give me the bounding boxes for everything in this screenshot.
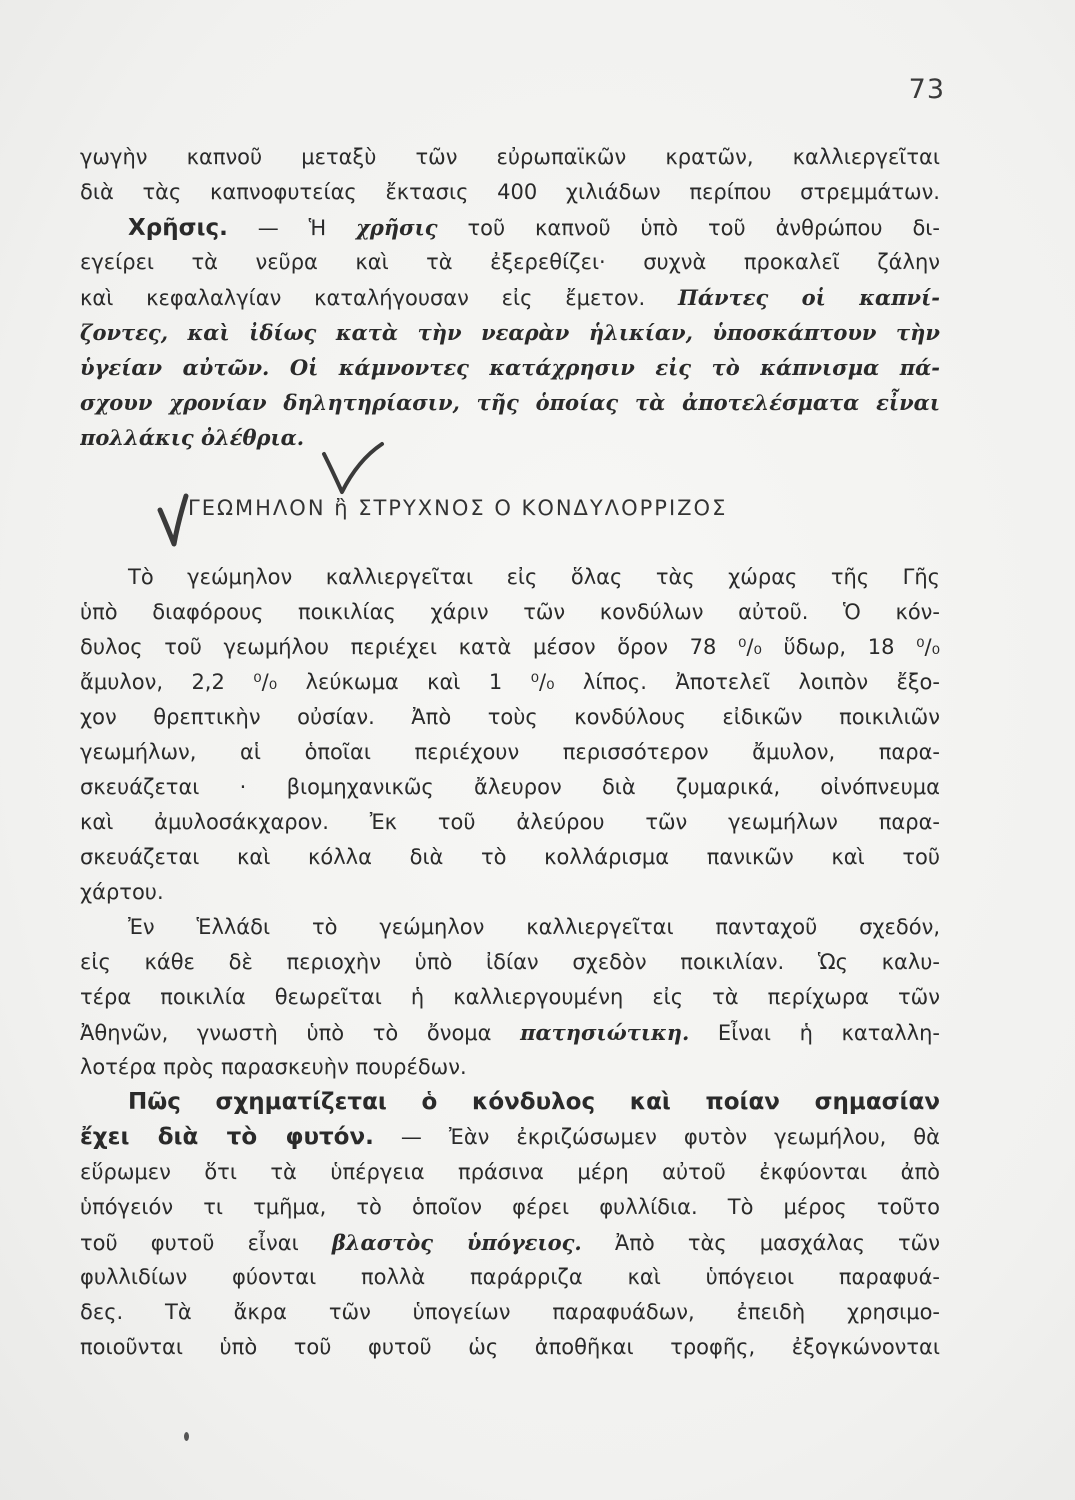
emphasis-line: σχουν χρονίαν δηλητηρίασιν, τῆς ὁποίας τὰ ἀποτελέσματα εἶναι [80, 390, 940, 415]
text-line [80, 1015, 940, 1050]
text-line: χον θρεπτικὴν οὐσίαν. Ἀπὸ τοὺς κονδύλους εἰδικῶν ποικιλιῶν [80, 705, 940, 729]
emphasis-line: ὑγείαν αὐτῶν. Οἱ κάμνοντες κατάχρησιν εἰς τὸ κάπνισμα πά- [80, 355, 940, 380]
page-number: 73 [908, 74, 945, 105]
text-span: Ἀπὸ τὰς μασχάλας τῶν [581, 1231, 940, 1255]
ink-speck [184, 1432, 189, 1441]
text-line: ἄμυλον, 2,2 ⁰/₀ λεύκωμα καὶ 1 ⁰/₀ λίπος. Ἀποτελεῖ λοιπὸν ἔξο- [80, 670, 940, 694]
text-line: γωγὴν καπνοῦ μεταξὺ τῶν εὐρωπαϊκῶν κρατῶν, καλλιεργεῖται [80, 145, 940, 169]
question-heading-span: ἔχει διὰ τὸ φυτόν. [80, 1124, 374, 1150]
emphasis-line: πολλάκις ὀλέθρια. [80, 425, 305, 450]
text-span: — Ἡ [227, 216, 357, 240]
emphasis-span: βλαστὸς ὑπόγειος. [331, 1230, 582, 1255]
emphasis-span: χρῆσις [356, 215, 438, 240]
text-line [80, 210, 940, 245]
text-line: ὑπόγειόν τι τμῆμα, τὸ ὁποῖον φέρει φυλλίδια. Τὸ μέρος τοῦτο [80, 1195, 940, 1219]
potato-section [80, 560, 940, 1365]
text-span: Εἶναι ἡ καταλλη- [689, 1021, 940, 1045]
tobacco-section [80, 140, 940, 455]
text-line: Ἐν Ἑλλάδι τὸ γεώμηλον καλλιεργεῖται πανταχοῦ σχεδόν, [128, 915, 940, 939]
text-line: χάρτου. [80, 880, 164, 904]
text-span: — Ἐὰν ἐκριζώσωμεν φυτὸν γεωμήλου, θὰ [373, 1125, 940, 1149]
text-line: καὶ ἀμυλοσάκχαρον. Ἐκ τοῦ ἀλεύρου τῶν γεωμήλων παρα- [80, 810, 940, 834]
text-line: εὕρωμεν ὅτι τὰ ὑπέργεια πράσινα μέρη αὐτοῦ ἐκφύονται ἀπὸ [80, 1160, 940, 1184]
usage-heading: Χρῆσις. [128, 215, 228, 241]
text-span: τοῦ φυτοῦ εἶναι [80, 1231, 332, 1255]
text-line: σκευάζεται καὶ κόλλα διὰ τὸ κολλάρισμα πανικῶν καὶ τοῦ [80, 845, 940, 869]
text-line: τέρα ποικιλία θεωρεῖται ἡ καλλιεργουμένη εἰς τὰ περίχωρα τῶν [80, 985, 940, 1009]
text-span: τοῦ καπνοῦ ὑπὸ τοῦ ἀνθρώπου δι- [437, 216, 940, 240]
handwritten-check-icon [318, 440, 388, 500]
text-line: φυλλιδίων φύονται πολλὰ παράρριζα καὶ ὑπόγειοι παραφυά- [80, 1265, 940, 1289]
text-line: σκευάζεται · βιομηχανικῶς ἄλευρον διὰ ζυμαρικά, οἰνόπνευμα [80, 775, 940, 799]
text-line: ποιοῦνται ὑπὸ τοῦ φυτοῦ ὡς ἀποθῆκαι τροφῆς, ἐξογκώνονται [80, 1335, 940, 1359]
question-heading-line: Πῶς σχηματίζεται ὁ κόνδυλος καὶ ποίαν σημασίαν [128, 1089, 940, 1115]
emphasis-span: πατησιώτικη. [520, 1020, 690, 1045]
text-line [80, 1120, 940, 1155]
text-span: καὶ κεφαλαλγίαν καταλήγουσαν εἰς ἔμετον. [80, 286, 678, 310]
text-line: διὰ τὰς καπνοφυτείας ἔκτασις 400 χιλιάδων περίπου στρεμμάτων. [80, 180, 940, 204]
text-line: εγείρει τὰ νεῦρα καὶ τὰ ἐξερεθίζει· συχνὰ προκαλεῖ ζάλην [80, 250, 940, 274]
text-line: δες. Τὰ ἄκρα τῶν ὑπογείων παραφυάδων, ἐπειδὴ χρησιμο- [80, 1300, 940, 1324]
section-heading: ΓΕΩΜΗΛΟΝ ἢ ΣΤΡΥΧΝΟΣ Ο ΚΟΝΔΥΛΟΡΡΙΖΟΣ [188, 496, 728, 520]
text-span: Ἀθηνῶν, γνωστὴ ὑπὸ τὸ ὄνομα [80, 1021, 521, 1045]
text-line: Τὸ γεώμηλον καλλιεργεῖται εἰς ὅλας τὰς χώρας τῆς Γῆς [128, 565, 940, 589]
emphasis-line: ζοντες, καὶ ἰδίως κατὰ τὴν νεαρὰν ἡλικίαν, ὑποσκάπτουν τὴν [80, 320, 940, 345]
emphasis-span: Πάντες οἱ καπνί- [678, 285, 940, 310]
text-line [80, 1225, 940, 1260]
text-line [80, 280, 940, 315]
text-line: ὑπὸ διαφόρους ποικιλίας χάριν τῶν κονδύλων αὐτοῦ. Ὁ κόν- [80, 600, 940, 624]
text-line: λοτέρα πρὸς παρασκευὴν πουρέδων. [80, 1055, 467, 1079]
text-line: εἰς κάθε δὲ περιοχὴν ὑπὸ ἰδίαν σχεδὸν ποικιλίαν. Ὡς καλυ- [80, 950, 940, 974]
text-line: γεωμήλων, αἱ ὁποῖαι περιέχουν περισσότερον ἄμυλον, παρα- [80, 740, 940, 764]
section-heading-row [188, 496, 968, 520]
text-line: δυλος τοῦ γεωμήλου περιέχει κατὰ μέσον ὅρον 78 ⁰/₀ ὕδωρ, 18 ⁰/₀ [80, 635, 940, 659]
